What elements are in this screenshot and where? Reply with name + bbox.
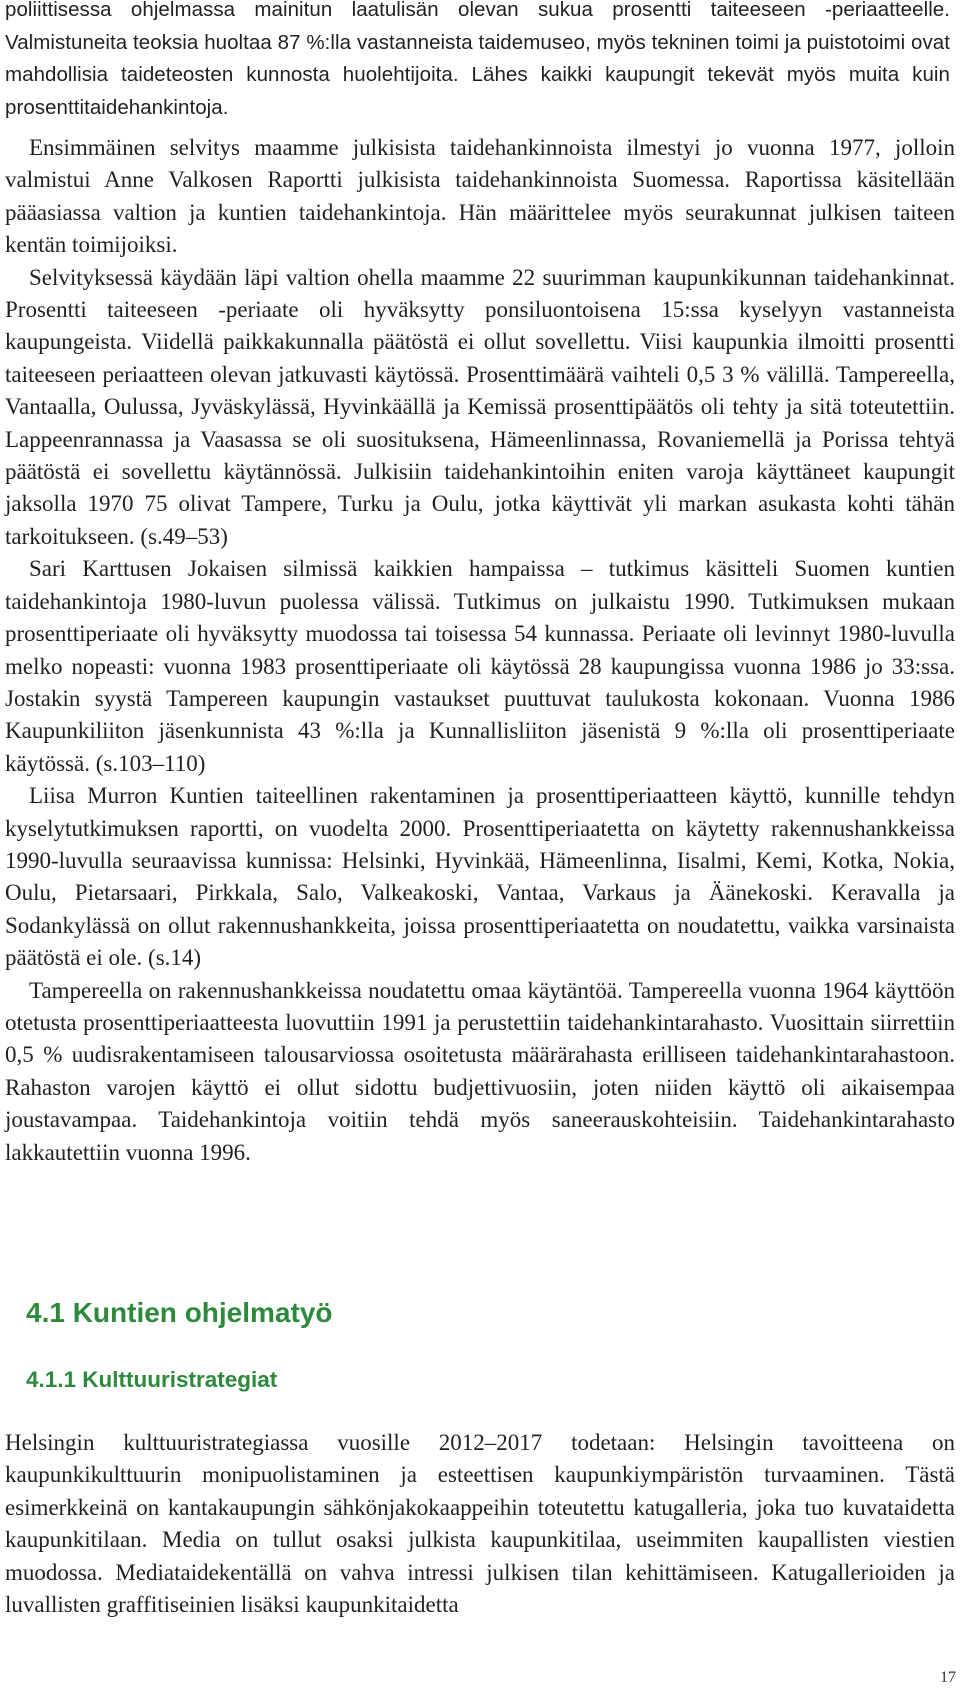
page-number: 17 [940,1669,956,1686]
paragraph-murto-report: Liisa Murron Kuntien taiteellinen rakentaminen ja prosenttiperiaatteen käyttö, kunnille tehdyn kyselytutkimuksen raportti, on vuodelta 2000. Prosenttiperiaatetta on käytetty rakennushankkeissa 1990-luvulla seuraavissa kunnissa: Helsinki, Hyvinkää, Hämeenlinna, Iisalmi, Kemi, Kotka, Nokia, Oulu, Pietarsaari, Pirkkala, Salo, Valkeakoski, Vantaa, Varkaus ja Äänekoski. Keravalla ja Sodankylässä on ollut rakennushankkeita, joissa prosenttiperiaatetta on noudatettu, vaikka varsinaista päätöstä ei ole. (s.14) [5,783,955,971]
section-heading: 4.1 Kuntien ohjelmatyö [26,1297,333,1328]
paragraph-helsinki-strategy: Helsingin kulttuuristrategiassa vuosille 2012–2017 todetaan: Helsingin tavoitteena on kaupunkikulttuurin monipuolistaminen ja esteettisen kaupunkiympäristön turvaaminen. Tästä esimerkkeinä on kantakaupungin sähkönjakokaappeihin toteutettu katugalleria, joka tuo kuvataidetta kaupunkitilaan. Media on tullut osaksi julkista kaupunkitilaa, useimmiten kaupallisten viestien muodossa. Mediataidekentällä on vahva intressi julkisen tilan kehittämiseen. Katugallerioiden ja luvallisten graffitiseinien lisäksi kaupunkitaidetta [5,1430,955,1618]
subsection-heading: 4.1.1 Kulttuuristrategiat [26,1367,278,1392]
paragraph-tampere-practice: Tampereella on rakennushankkeissa noudatettu omaa käytäntöä. Tampereella vuonna 1964 käyttöön otetusta prosenttiperiaatteesta luovuttiin 1991 ja perustettiin taidehankintarahasto. Vuosittain siirrettiin 0,5 % uudisrakentamiseen talousarviossa osoitetusta määrärahasta erilliseen taidehankintarahastoon. Rahaston varojen käyttö ei ollut sidottu budjettivuosiin, joten niiden käyttö oli aikaisempaa joustavampaa. Taidehankintoja voitiin tehdä myös saneerauskohteisiin. Taidehankintarahasto lakkautettiin vuonna 1996. [5,977,955,1165]
paragraph-survey-22-cities: Selvityksessä käydään läpi valtion ohella maamme 22 suurimman kaupunkikunnan taidehankinnat. Prosentti taiteeseen -periaate oli hyväksytty ponsiluontoisena 15:ssa kyselyyn vastanneista kaupungeista. Viidellä paikkakunnalla päätöstä ei ollut sovellettu. Viisi kaupunkia ilmoitti prosentti taiteeseen periaatteen olevan jatkuvasti käytössä. Prosenttimäärä vaihteli 0,5 3 % välillä. Tampereella, Vantaalla, Oulussa, Jyväskylässä, Hyvinkäällä ja Kemissä prosenttipäätös oli tehty ja sitä toteutettiin. Lappeenrannassa ja Vaasassa se oli suosituksena, Hämeenlinnassa, Rovaniemellä ja Porissa tehtyä päätöstä ei sovellettu käytännössä. Julkisiin taidehankintoihin eniten varoja käyttäneet kaupungit jaksolla 1970 75 olivat Tampere, Turku ja Oulu, jotka käyttivät yli markan asukasta kohti tähän tarkoitukseen. (s.49–53) [5,264,955,549]
intro-paragraph-block [5,0,950,124]
intro-paragraph: poliittisessa ohjelmassa mainitun laatulisän olevan sukua prosentti taiteeseen -periaatteelle. Valmistuneita teoksia huoltaa 87 %:lla vastanneista taidemuseo, myös tekninen toimi ja puistotoimi ovat mahdollisia taideteosten kunnosta huolehtijoita. Lähes kaikki kaupungit tekevät myös muita kuin prosenttitaidehankintoja. [5,0,950,119]
paragraph-valkonen-report: Ensimmäinen selvitys maamme julkisista taidehankinnoista ilmestyi jo vuonna 1977, jolloin valmistui Anne Valkosen Raportti julkisista taidehankinnoista Suomessa. Raportissa käsitellään pääasiassa valtion ja kuntien taidehankintoja. Hän määrittelee myös seurakunnat julkisen taiteen kentän toimijoiksi. [5,135,955,258]
body-text-block [5,132,955,1169]
section-text-block [5,1427,955,1621]
paragraph-karttunen-study: Sari Karttusen Jokaisen silmissä kaikkien hampaissa – tutkimus käsitteli Suomen kuntien taidehankintoja 1980-luvun puolessa välissä. Tutkimus on julkaistu 1990. Tutkimuksen mukaan prosenttiperiaate oli hyväksytty muodossa tai toisessa 54 kunnassa. Periaate oli levinnyt 1980-luvulla melko nopeasti: vuonna 1983 prosenttiperiaate oli käytössä 28 kaupungissa vuonna 1986 jo 33:ssa. Jostakin syystä Tampereen kaupungin vastaukset puuttuvat taulukosta kokonaan. Vuonna 1986 Kaupunkiliiton jäsenkunnista 43 %:lla ja Kunnallisliiton jäsenistä 9 %:lla oli prosenttiperiaate käytössä. (s.103–110) [5,556,955,776]
